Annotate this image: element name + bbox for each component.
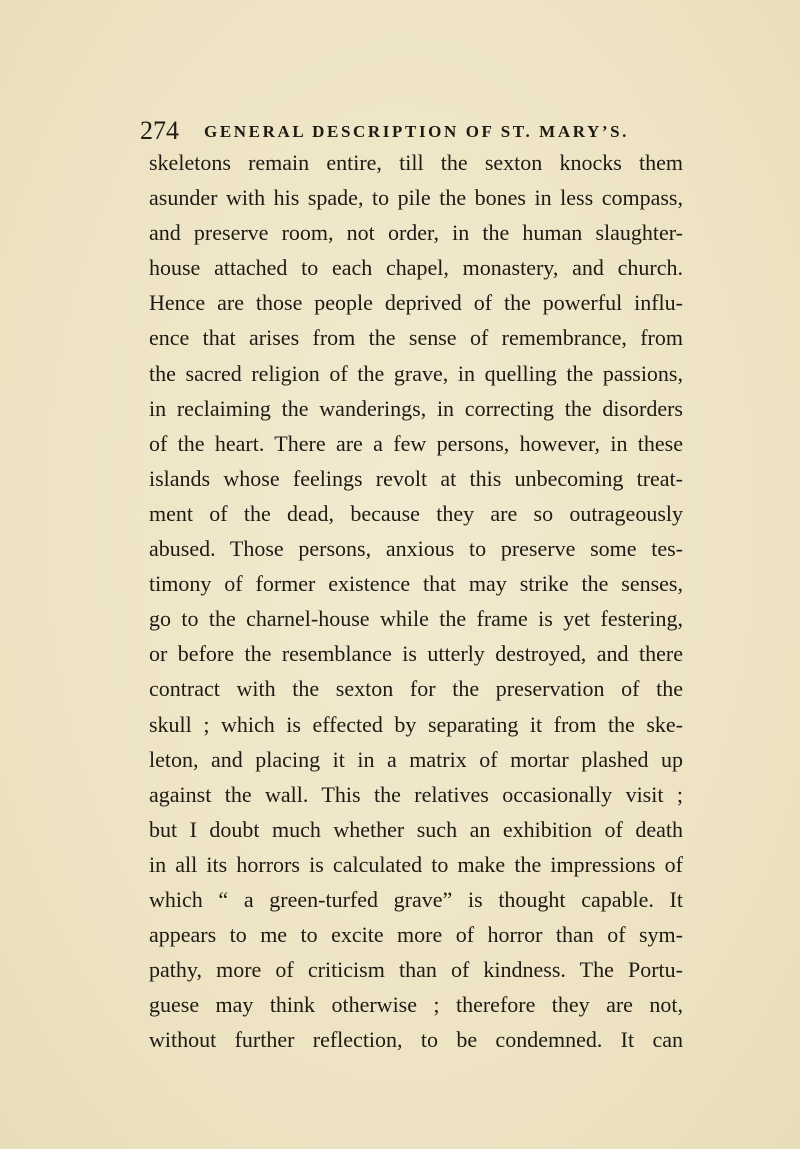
text-line: which “ a green-turfed grave” is thought capable. It — [149, 886, 683, 912]
text-line: in reclaiming the wanderings, in correcting the disorders — [149, 395, 683, 421]
text-line: against the wall. This the relatives occasionally visit ; — [149, 781, 683, 807]
text-line: in all its horrors is calculated to make the impressions of — [149, 851, 683, 877]
running-head: GENERAL DESCRIPTION OF ST. MARY’S. — [204, 122, 630, 141]
text-line: contract with the sexton for the preservation of the — [149, 676, 683, 702]
text-line: ence that arises from the sense of remembrance, from — [149, 325, 683, 351]
text-line: or before the resemblance is utterly destroyed, and there — [149, 641, 683, 667]
text-line: pathy, more of criticism than of kindness. The Portu- — [149, 957, 683, 983]
body-text — [149, 145, 683, 1057]
text-line: asunder with his spade, to pile the bones in less compass, — [149, 185, 683, 211]
text-line: guese may think otherwise ; therefore they are not, — [149, 992, 683, 1018]
text-line: timony of former existence that may strike the senses, — [149, 571, 683, 597]
text-line: but I doubt much whether such an exhibition of death — [149, 816, 683, 842]
text-line: abused. Those persons, anxious to preserve some tes- — [149, 536, 683, 562]
text-line: without further reflection, to be condemned. It can — [149, 1027, 683, 1053]
text-line: and preserve room, not order, in the human slaughter- — [149, 220, 683, 246]
text-line: skeletons remain entire, till the sexton knocks them — [149, 150, 683, 175]
text-line: ment of the dead, because they are so outrageously — [149, 500, 683, 526]
text-line: of the heart. There are a few persons, however, in these — [149, 430, 683, 456]
page-header — [140, 116, 700, 146]
text-line: appears to me to excite more of horror than of sym- — [149, 922, 683, 948]
text-line: the sacred religion of the grave, in quelling the passions, — [149, 360, 683, 386]
text-line: islands whose feelings revolt at this unbecoming treat- — [149, 465, 683, 491]
text-line: go to the charnel-house while the frame is yet festering, — [149, 606, 683, 632]
text-line: house attached to each chapel, monastery, and church. — [149, 255, 683, 281]
text-line: leton, and placing it in a matrix of mortar plashed up — [149, 746, 683, 772]
text-line: Hence are those people deprived of the powerful influ- — [149, 290, 683, 316]
text-line: skull ; which is effected by separating it from the ske- — [149, 711, 683, 737]
page-number: 274 — [140, 116, 179, 145]
